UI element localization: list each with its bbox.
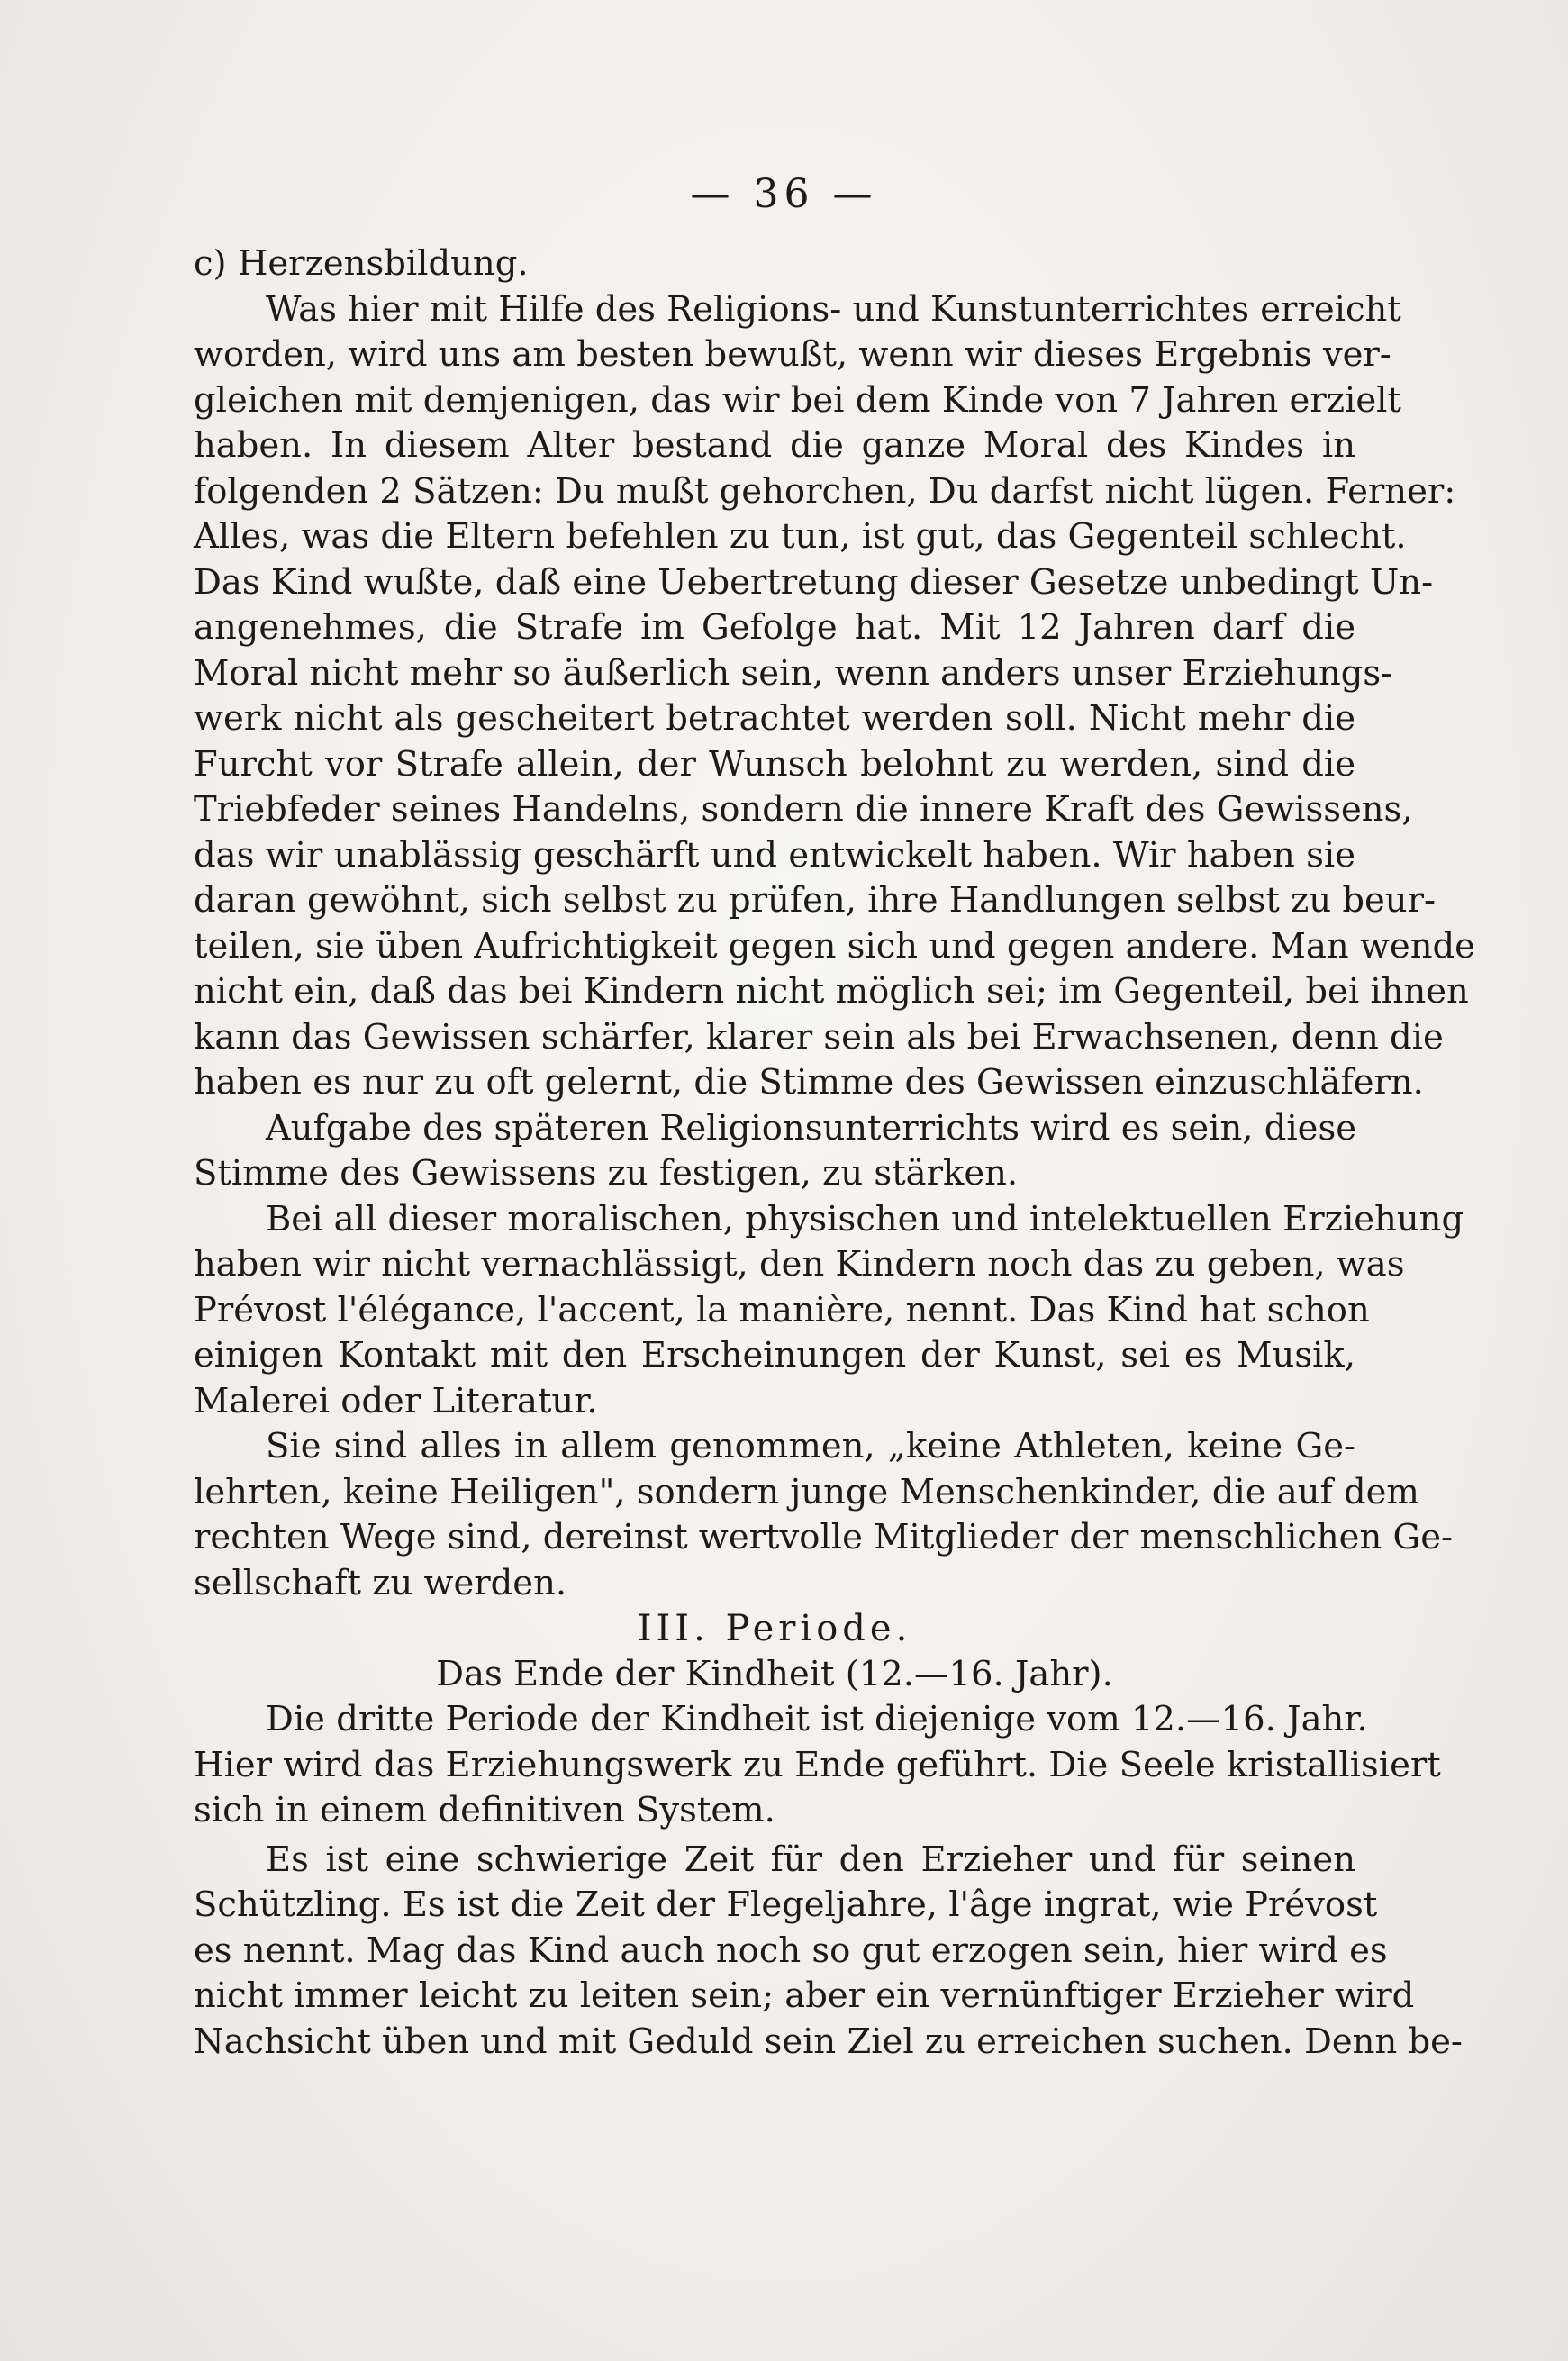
text-line: kann das Gewissen schärfer, klarer sein als bei Erwachsenen, denn die [194, 1016, 1444, 1058]
text-line: folgenden 2 Sätzen: Du mußt gehorchen, Du darfst nicht lügen. Ferner: [194, 470, 1456, 512]
text-line: Es ist eine schwierige Zeit für den Erzieher und für seinen [266, 1839, 1355, 1880]
page-number: — 36 — [690, 171, 878, 217]
text-line: Das Kind wußte, daß eine Uebertretung dieser Gesetze unbedingt Un- [194, 561, 1434, 603]
text-line: Alles, was die Eltern befehlen zu tun, ist gut, das Gegenteil schlecht. [194, 516, 1407, 557]
text-line: Was hier mit Hilfe des Religions- und Kunstunterrichtes erreicht [266, 288, 1401, 330]
text-line: nicht ein, daß das bei Kindern nicht möglich sei; im Gegenteil, bei ihnen [194, 971, 1469, 1012]
text-line: teilen, sie üben Aufrichtigkeit gegen sich und gegen andere. Man wende [194, 925, 1475, 967]
text-line: es nennt. Mag das Kind auch noch so gut erzogen sein, hier wird es [194, 1930, 1388, 1971]
text-line: sellschaft zu werden. [194, 1562, 567, 1603]
section-heading: c) Herzensbildung. [194, 243, 529, 284]
text-line: Schützling. Es ist die Zeit der Flegeljahre, l'âge ingrat, wie Prévost [194, 1884, 1378, 1925]
text-line: Nachsicht üben und mit Geduld sein Ziel zu erreichen suchen. Denn be- [194, 2020, 1463, 2062]
text-line: werk nicht als gescheitert betrachtet werden soll. Nicht mehr die [194, 698, 1355, 739]
text-line: Hier wird das Erziehungswerk zu Ende geführt. Die Seele kristallisiert [194, 1744, 1441, 1785]
text-line: Moral nicht mehr so äußerlich sein, wenn anders unser Erziehungs- [194, 652, 1393, 694]
text-line: worden, wird uns am besten bewußt, wenn wir dieses Ergebnis ver- [194, 334, 1391, 375]
text-line: haben. In diesem Alter bestand die ganze Moral des Kindes in [194, 425, 1355, 466]
text-line: haben wir nicht vernachlässigt, den Kindern noch das zu geben, was [194, 1244, 1405, 1285]
period-subheading: Das Ende der Kindheit (12.—16. Jahr). [436, 1653, 1113, 1694]
text-body [194, 241, 1475, 2065]
text-line: Die dritte Periode der Kindheit ist diejenige vom 12.—16. Jahr. [266, 1699, 1368, 1739]
text-line: Furcht vor Strafe allein, der Wunsch belohnt zu werden, sind die [194, 743, 1355, 785]
text-line: das wir unablässig geschärft und entwickelt haben. Wir haben sie [194, 834, 1355, 876]
text-line: gleichen mit demjenigen, das wir bei dem Kinde von 7 Jahren erzielt [194, 379, 1401, 421]
text-line: lehrten, keine Heiligen", sondern junge Menschenkinder, die auf dem [194, 1471, 1419, 1512]
text-line: Stimme des Gewissens zu festigen, zu stärken. [194, 1153, 1019, 1194]
period-heading: III. Periode. [637, 1608, 912, 1649]
text-line: Aufgabe des späteren Religionsunterrichts wird es sein, diese [266, 1107, 1357, 1149]
text-line: Prévost l'élégance, l'accent, la manière, nennt. Das Kind hat schon [194, 1289, 1370, 1330]
text-line: angenehmes, die Strafe im Gefolge hat. Mit 12 Jahren darf die [194, 607, 1355, 648]
text-line: Triebfeder seines Handelns, sondern die innere Kraft des Gewissens, [194, 789, 1413, 830]
text-line: einigen Kontakt mit den Erscheinungen der Kunst, sei es Musik, [194, 1335, 1355, 1376]
text-line: sich in einem definitiven System. [194, 1790, 775, 1830]
text-line: Sie sind alles in allem genommen, „keine Athleten, keine Ge- [266, 1426, 1355, 1467]
text-line: rechten Wege sind, dereinst wertvolle Mitglieder der menschlichen Ge- [194, 1517, 1454, 1557]
text-line: nicht immer leicht zu leiten sein; aber ein vernünftiger Erzieher wird [194, 1975, 1415, 2016]
text-line: Bei all dieser moralischen, physischen und intelektuellen Erziehung [266, 1198, 1464, 1240]
text-line: haben es nur zu oft gelernt, die Stimme des Gewissen einzuschläfern. [194, 1062, 1424, 1103]
text-line: Malerei oder Literatur. [194, 1380, 598, 1421]
text-line: daran gewöhnt, sich selbst zu prüfen, ihre Handlungen selbst zu beur- [194, 880, 1436, 921]
